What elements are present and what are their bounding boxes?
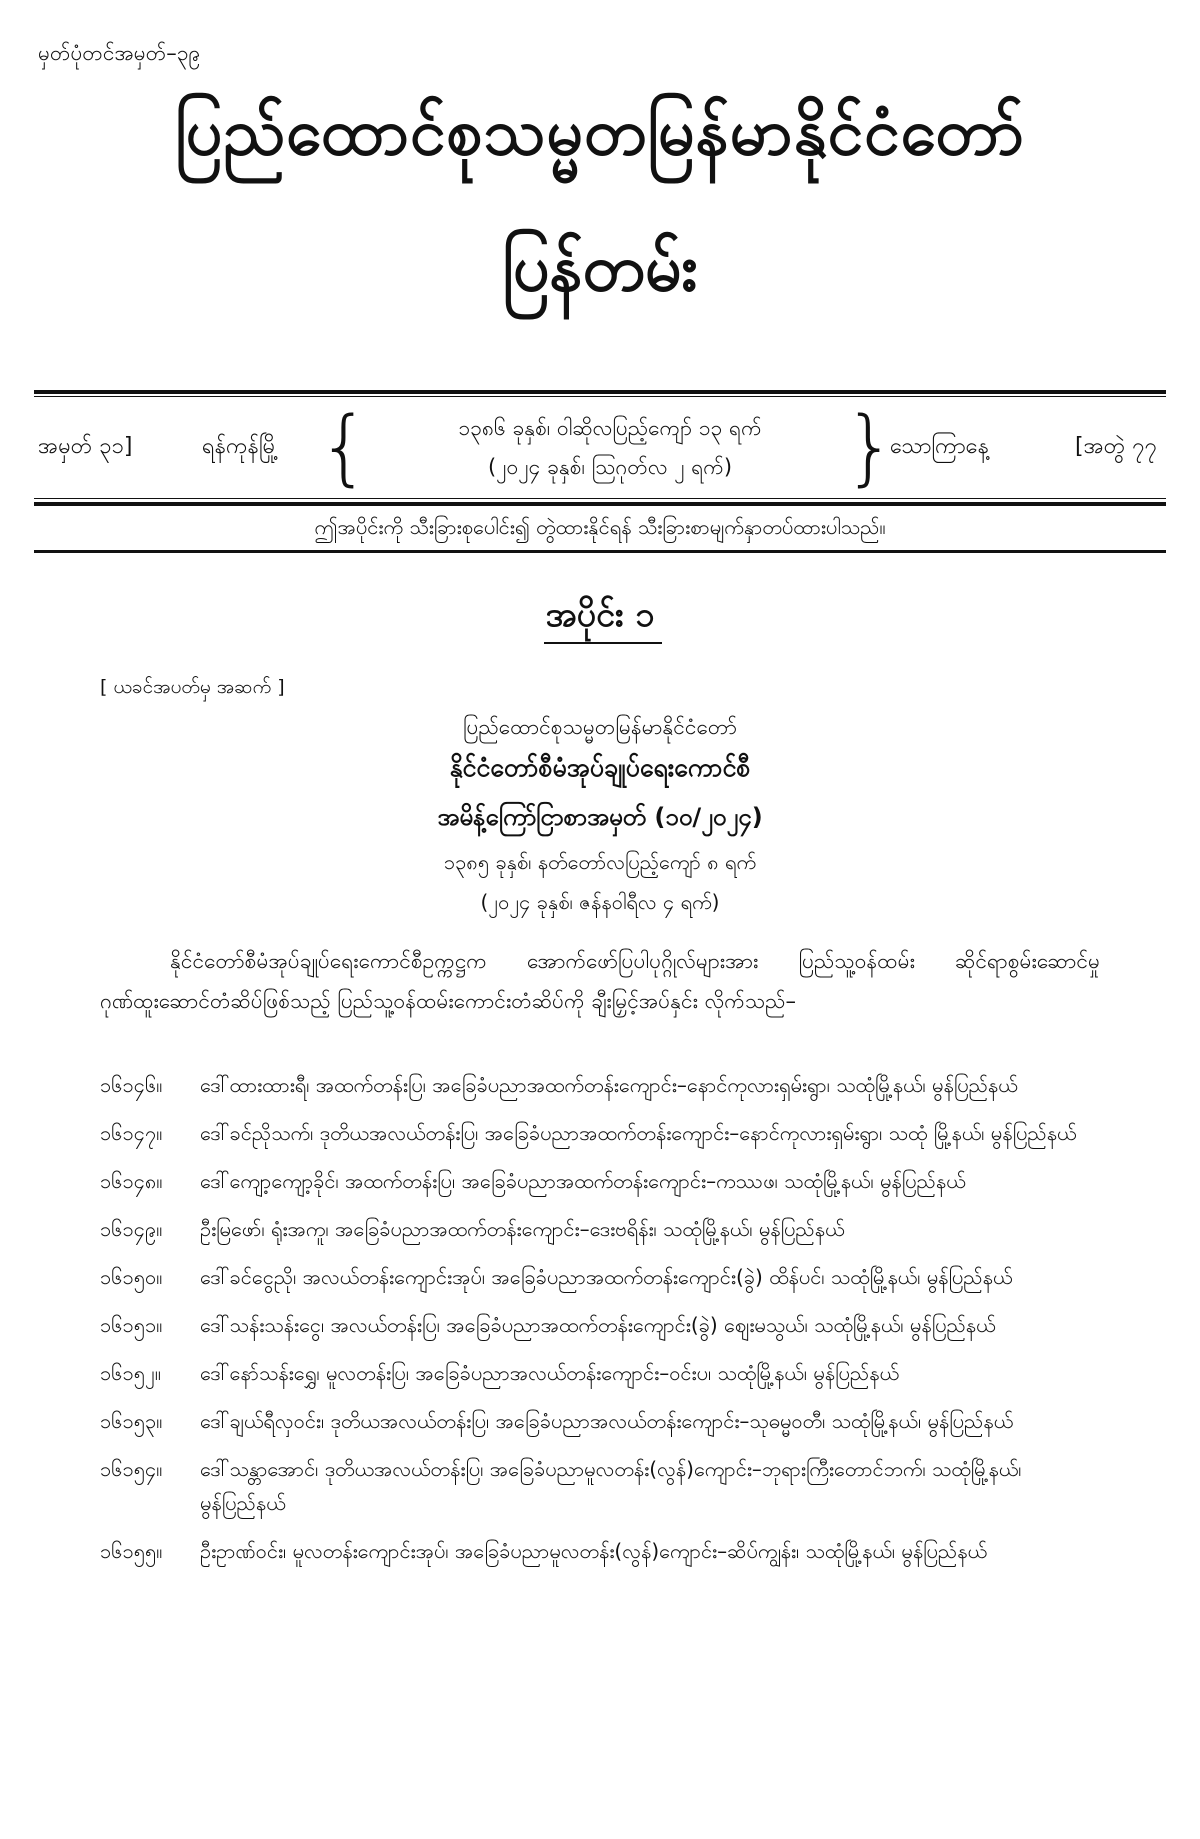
continued-note: [ ယခင်အပတ်မှ အဆက် ]	[100, 676, 285, 698]
list-item	[100, 1534, 1100, 1568]
entry-number: ၁၆၁၅၁။	[100, 1313, 163, 1337]
list-item	[100, 1308, 1100, 1342]
entry-number: ၁၆၁၄၈။	[100, 1169, 163, 1193]
entry-text: ဒေါ်သန်းသန်းငွေ၊ အလယ်တန်းပြ၊ အခြေခံပညာအထက်တန်းကျောင်း(ခွဲ) စျေးမသွယ်၊ သထုံမြို့နယ်၊ မွန်ပြည်နယ်	[200, 1313, 996, 1337]
entry-text: ဒေါ်သန္တာအောင်၊ ဒုတိယအလယ်တန်းပြ၊ အခြေခံပညာမူလတန်း(လွန်)ကျောင်း–ဘုရားကြီးတောင်ဘက်၊ သထုံမြို့နယ်၊ မွန်ပြည်နယ်	[200, 1457, 1022, 1515]
separation-note: ဤအပိုင်းကို သီးခြားစုပေါင်း၍ တွဲထားနိုင်ရန် သီးခြားစာမျက်နှာတပ်ထားပါသည်။	[314, 515, 886, 539]
entry-list	[100, 1068, 1100, 1582]
entry-text: ဒေါ်ကျော့ကျော့ခိုင်၊ အထက်တန်းပြ၊ အခြေခံပညာအထက်တန်းကျောင်း–ကဿဖ၊ သထုံမြို့နယ်၊ မွန်ပြည်နယ်	[200, 1169, 966, 1193]
entry-number: ၁၆၁၄၉။	[100, 1217, 163, 1241]
list-item	[100, 1116, 1100, 1150]
mid-rule-thin	[34, 498, 1166, 499]
list-item	[100, 1212, 1100, 1246]
gazette-title: ပြည်ထောင်စုသမ္မတမြန်မာနိုင်ငံတော်	[174, 96, 1026, 170]
entry-text: ဒေါ်နော်သန်းရွှေ၊ မူလတန်းပြ၊ အခြေခံပညာအလယ်တန်းကျောင်း–ဝင်းပ၊ သထုံမြို့နယ်၊ မွန်ပြည်နယ်	[200, 1361, 900, 1385]
city: ရန်ကုန်မြို့	[202, 434, 279, 459]
list-item	[100, 1068, 1100, 1102]
left-brace: {	[318, 400, 371, 495]
date-gregorian: (၂၀၂၄ ခုနှစ်၊ ဩဂုတ်လ ၂ ရက်)	[487, 455, 733, 479]
entry-text: ဦးမြဖော်၊ ရုံးအကူ၊ အခြေခံပညာအထက်တန်းကျောင်း–ဒေးဗရိန်း၊ သထုံမြို့နယ်၊ မွန်ပြည်နယ်	[200, 1217, 845, 1241]
weekday: သောကြာနေ့	[890, 434, 989, 459]
list-item	[100, 1452, 1100, 1520]
intro-paragraph: နိုင်ငံတော်စီမံအုပ်ချုပ်ရေးကောင်စီဥက္ကဋ္ဌက အောက်ဖော်ပြပါပုဂ္ဂိုလ်များအား ပြည်သူ့ဝန်ထမ်း ဆိုင်ရာစွမ်းဆောင်မှု ဂုဏ်ထူးဆောင်တံဆိပ်ဖြစ်သည့် ပြည်သူ့ဝန်ထမ်းကောင်းတံဆိပ်ကို ချီးမြှင့်အပ်နှင်း လိုက်သည်–	[100, 949, 1100, 1013]
date-myanmar: ၁၃၈၆ ခုနှစ်၊ ဝါဆိုလပြည့်ကျော် ၁၃ ရက်	[458, 416, 762, 440]
entry-text: ဒေါ်ထားထားရီ၊ အထက်တန်းပြ၊ အခြေခံပညာအထက်တန်းကျောင်း–နောင်ကုလားရှမ်းရွာ၊ သထုံမြို့နယ်၊ မွန်ပြည်နယ်	[200, 1073, 1018, 1097]
entry-number: ၁၆၁၅၀။	[100, 1265, 163, 1289]
top-rule-thin	[34, 396, 1166, 397]
order-number: အမိန့်ကြော်ငြာစာအမှတ် (၁၀/၂၀၂၄)	[437, 803, 763, 831]
right-brace: }	[844, 400, 897, 495]
entry-text: ဒေါ်ခင်ညိုသက်၊ ဒုတိယအလယ်တန်းပြ၊ အခြေခံပညာအထက်တန်းကျောင်း–နောင်ကုလားရှမ်းရွာ၊ သထုံ မြို့နယ်၊ မွန်ပြည်နယ်	[200, 1121, 1077, 1145]
entry-text: ဒေါ်ချယ်ရီလှဝင်း၊ ဒုတိယအလယ်တန်းပြ၊ အခြေခံပညာအလယ်တန်းကျောင်း–သုဓမ္မဝတီ၊ သထုံမြို့နယ်၊ မွန်ပြည်နယ်	[200, 1409, 1014, 1433]
part-heading-underline	[544, 642, 662, 644]
entry-number: ၁၆၁၅၂။	[100, 1361, 161, 1385]
entry-text: ဦးဥာဏ်ဝင်း၊ မူလတန်းကျောင်းအုပ်၊ အခြေခံပညာမူလတန်း(လွန်)ကျောင်း–ဆိပ်ကျွန်း၊ သထုံမြို့နယ်၊ မွန်ပြည်နယ်	[200, 1539, 988, 1563]
entry-number: ၁၆၁၄၆။	[100, 1073, 163, 1097]
top-rule-thick	[34, 390, 1166, 394]
list-item	[100, 1404, 1100, 1438]
entry-number: ၁၆၁၅၃။	[100, 1409, 163, 1433]
order-date-gregorian: (၂၀၂၄ ခုနှစ်၊ ဇန်နဝါရီလ ၄ ရက်)	[480, 890, 720, 914]
part-heading: အပိုင်း ၁	[545, 595, 655, 635]
order-date-myanmar: ၁၃၈၅ ခုနှစ်၊ နတ်တော်လပြည့်ကျော် ၈ ရက်	[443, 850, 757, 874]
volume-number: [အတွဲ ၇၇	[1075, 434, 1157, 459]
registration-number: မှတ်ပုံတင်အမှတ်–၃၉	[38, 41, 201, 65]
entry-text: ဒေါ်ခင်ငွေညို၊ အလယ်တန်းကျောင်းအုပ်၊ အခြေခံပညာအထက်တန်းကျောင်း(ခွဲ) ထိန်ပင်၊ သထုံမြို့နယ်၊ မွန်ပြည်နယ်	[200, 1265, 1013, 1289]
entry-number: ၁၆၁၅၅။	[100, 1539, 163, 1563]
entry-number: ၁၆၁၅၄။	[100, 1457, 163, 1481]
list-item	[100, 1164, 1100, 1198]
list-item	[100, 1260, 1100, 1294]
order-country: ပြည်ထောင်စုသမ္မတမြန်မာနိုင်ငံတော်	[462, 715, 737, 739]
order-authority: နိုင်ငံတော်စီမံအုပ်ချုပ်ရေးကောင်စီ	[449, 753, 751, 782]
mid-rule-thick	[34, 502, 1166, 506]
issue-number: အမှတ် ၃၁]	[38, 434, 133, 459]
entry-number: ၁၆၁၄၇။	[100, 1121, 163, 1145]
note-rule	[34, 550, 1166, 553]
list-item	[100, 1356, 1100, 1390]
gazette-subtitle: ပြန်တမ်း	[502, 232, 698, 306]
